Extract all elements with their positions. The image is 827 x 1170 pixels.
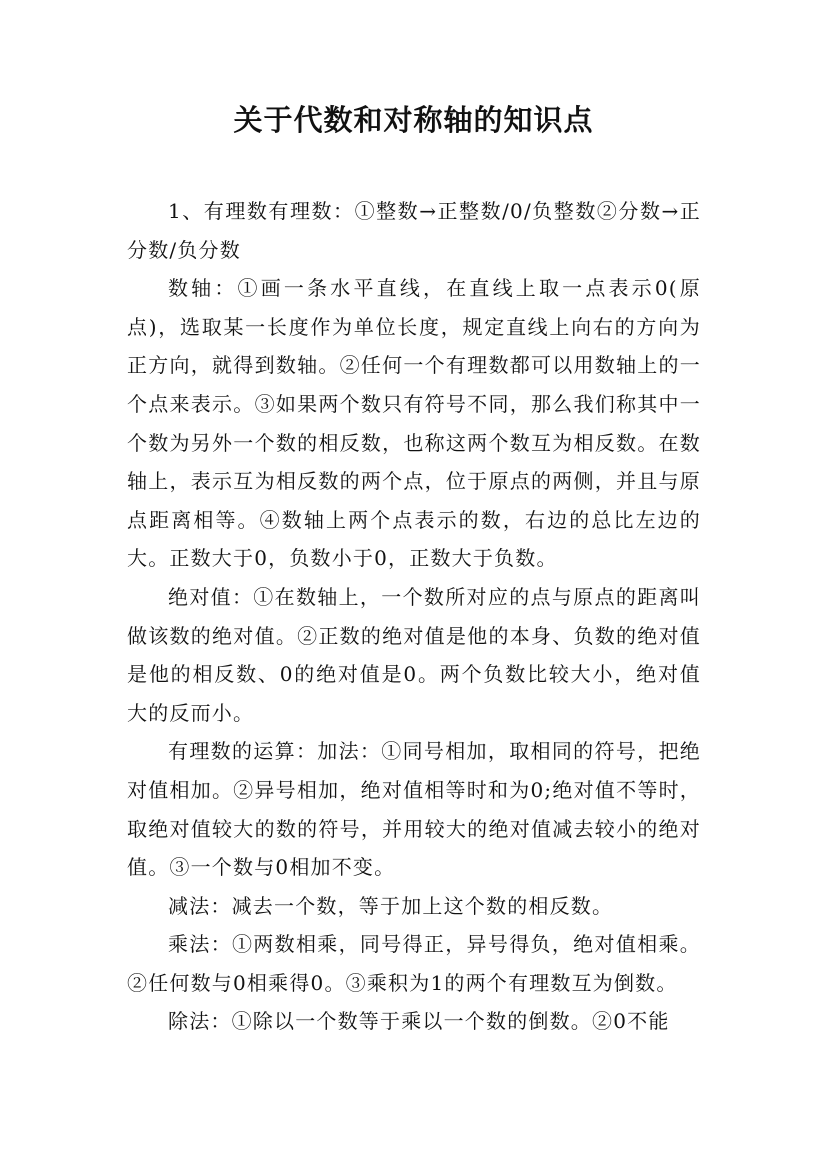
document-title: 关于代数和对称轴的知识点 — [233, 103, 594, 137]
document-body — [127, 192, 701, 1041]
paragraph-division: 除法：①除以一个数等于乘以一个数的倒数。②0不能 — [168, 1009, 670, 1034]
paragraph-absolute-value: 绝对值：①在数轴上，一个数所对应的点与原点的距离叫做该数的绝对值。②正数的绝对值是他的本身、负数的绝对值是他的相反数、0的绝对值是0。两个负数比较大小，绝对值大的反而小。 — [127, 584, 701, 725]
paragraph-subtraction: 减法：减去一个数，等于加上这个数的相反数。 — [168, 893, 614, 918]
paragraph-rational-numbers: 1、有理数有理数：①整数→正整数/0/负整数②分数→正分数/负分数 — [127, 199, 701, 262]
paragraph-addition: 有理数的运算：加法：①同号相加，取相同的符号，把绝对值相加。②异号相加，绝对值相等时和为0;绝对值不等时，取绝对值较大的数的符号，并用较大的绝对值减去较小的绝对值。③一个数与0相加不变。 — [127, 739, 701, 880]
paragraph-multiplication: 乘法：①两数相乘，同号得正，异号得负，绝对值相乘。②任何数与0相乘得0。③乘积为1的两个有理数互为倒数。 — [127, 932, 701, 995]
paragraph-number-line: 数轴：①画一条水平直线，在直线上取一点表示0(原点)，选取某一长度作为单位长度，规定直线上向右的方向为正方向，就得到数轴。②任何一个有理数都可以用数轴上的一个点来表示。③如果两个数只有符号不同，那么我们称其中一个数为另外一个数的相反数，也称这两个数互为相反数。在数轴上，表示互为相反数的两个点，位于原点的两侧，并且与原点距离相等。④数轴上两个点表示的数，右边的总比左边的大。正数大于0，负数小于0，正数大于负数。 — [127, 276, 701, 571]
